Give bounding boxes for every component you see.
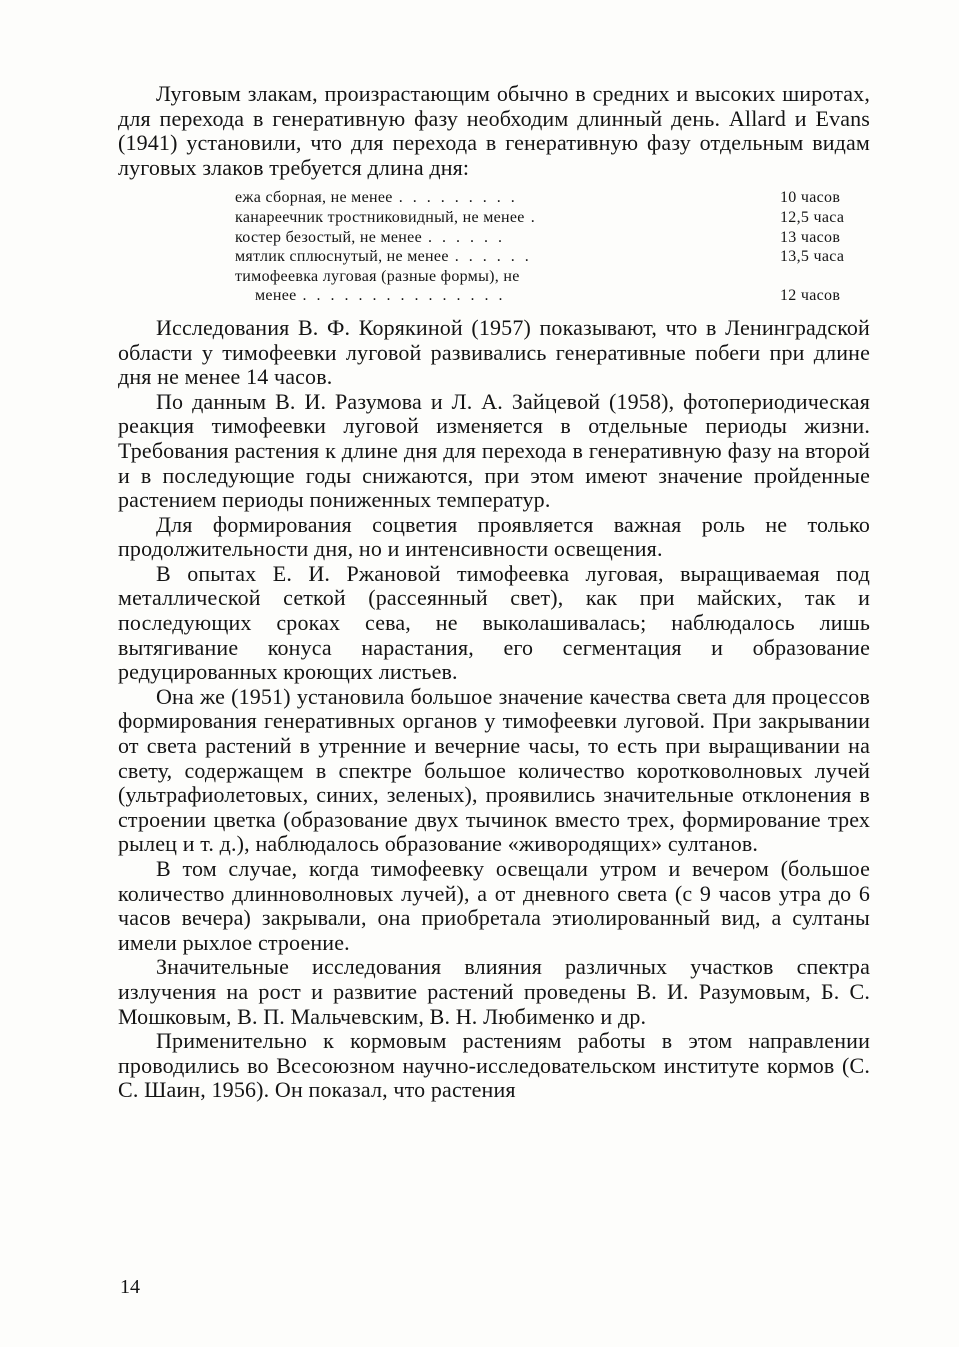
- daylength-value: 13,5 часа: [780, 248, 845, 266]
- daylength-list: [235, 188, 868, 306]
- leader-dots: . . . . . . . . .: [398, 189, 518, 207]
- leader-dots: . . . . . .: [427, 228, 505, 246]
- paragraph: Применительно к кормовым растениям работы в этом направлении проводились во Всесоюзном научно-исследовательском институте кормов (С. С. Шаин, 1956). Он показал, что растения: [118, 1028, 870, 1103]
- paragraph: В том случае, когда тимофеевку освещали утром и вечером (большое количество длинноволновых лучей), а от дневного света (с 9 часов утра до 6 часов вечера) закрывали, она приобретала этиолированный вид, а султаны имели рыхлое строение.: [118, 856, 870, 955]
- paragraph: В опытах Е. И. Ржановой тимофеевка луговая, выращиваемая под металлической сеткой (рассеянный свет), как при майских, так и последующих сроках сева, не выколашивалась; наблюдалось лишь вытягивание конуса нарастания, его сегментация и образование редуцированных кроющих листьев.: [118, 560, 870, 685]
- species-name: мятлик сплюснутый, не менее: [235, 248, 449, 266]
- paragraph: По данным В. И. Разумова и Л. А. Зайцевой (1958), фотопериодическая реакция тимофеевки луговой изменяется в отдельные периоды жизни. Требования растения к длине дня для перехода в генеративную фазу на второй и в последующие годы снижаются, при этом имеют значение пройденные растением периоды пониженных температур.: [118, 388, 870, 513]
- page-body: [118, 82, 870, 1103]
- species-name: тимофеевка луговая (разные формы), не: [235, 267, 520, 285]
- list-item: [235, 286, 868, 306]
- paragraph: Значительные исследования влияния различных участков спектра излучения на рост и развитие растений проведены В. И. Разумовым, Б. С. Мошковым, В. П. Мальчевским, В. Н. Любименко и др.: [118, 954, 870, 1029]
- species-name: менее: [255, 287, 297, 305]
- list-item: [235, 267, 868, 287]
- daylength-value: 12 часов: [780, 287, 841, 305]
- list-item: [235, 188, 868, 208]
- list-item: [235, 247, 868, 267]
- page-number: 14: [120, 1276, 140, 1298]
- paragraph-intro: Луговым злакам, произрастающим обычно в средних и высоких широтах, для перехода в генеративную фазу необходим длинный день. Allard и Evans (1941) установили, что для перехода в генеративную фазу отдельным видам луговых злаков требуется длина дня:: [118, 81, 870, 180]
- leader-dots: .: [530, 208, 538, 226]
- leader-dots: . . . . . .: [454, 248, 532, 266]
- daylength-value: 13 часов: [780, 228, 841, 246]
- list-item: [235, 208, 868, 228]
- species-name: костер безостый, не менее: [235, 228, 422, 246]
- species-name: канареечник тростниковидный, не менее: [235, 208, 525, 226]
- daylength-value: 10 часов: [780, 189, 841, 207]
- leader-dots: . . . . . . . . . . . . . . .: [302, 287, 506, 305]
- species-name: ежа сборная, не менее: [235, 189, 393, 207]
- daylength-value: 12,5 часа: [780, 208, 845, 226]
- list-item: [235, 228, 868, 248]
- paragraph: Для формирования соцветия проявляется важная роль не только продолжительности дня, но и интенсивности освещения.: [118, 511, 870, 562]
- paragraph: Исследования В. Ф. Корякиной (1957) показывают, что в Ленинградской области у тимофеевки луговой развивались генеративные побеги при длине дня не менее 14 часов.: [118, 314, 870, 390]
- paragraph: Она же (1951) установила большое значение качества света для процессов формирования генеративных органов у тимофеевки луговой. При закрывании от света растений в утренние и вечерние часы, то есть при выращивании на свету, содержащем в спектре большое количество коротковолновых лучей (ультрафиолетовых, синих, зеленых), проявились значительные отклонения в строении цветка (образование двух тычинок вместо трех, формирование трех рылец и т. д.), наблюдалось образование «живородящих» султанов.: [118, 683, 870, 857]
